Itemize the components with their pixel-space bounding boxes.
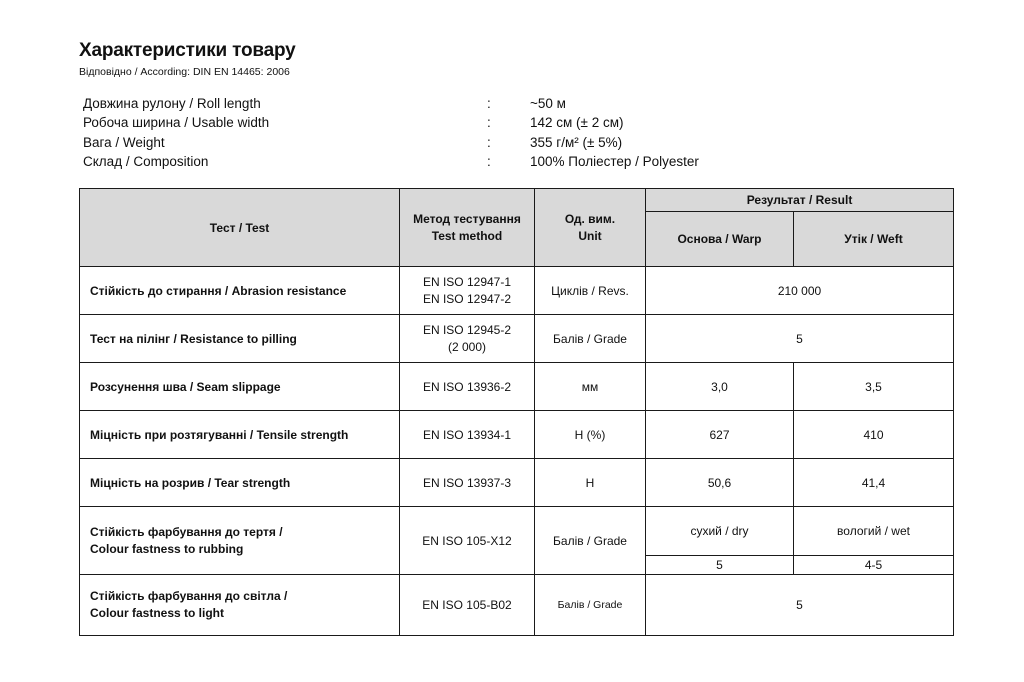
header-unit <box>535 189 646 267</box>
header-warp: Основа / Warp <box>646 212 794 267</box>
test-method <box>400 315 535 363</box>
test-name: Тест на пілінг / Resistance to pilling <box>80 315 400 363</box>
test-name: Міцність при розтягуванні / Tensile strength <box>80 411 400 459</box>
test-name: Стійкість до стирання / Abrasion resistance <box>80 267 400 315</box>
spec-label: Склад / Composition <box>83 153 209 169</box>
test-name: Міцність на розрив / Tear strength <box>80 459 400 507</box>
test-result: 5 <box>646 315 954 363</box>
header-test: Тест / Test <box>80 189 400 267</box>
table-row <box>80 507 954 556</box>
specs-list <box>83 94 783 171</box>
test-unit: Балів / Grade <box>535 575 646 636</box>
test-unit: мм <box>535 363 646 411</box>
test-name-en: Colour fastness to light <box>90 606 225 620</box>
table-row <box>80 411 954 459</box>
spec-label: Робоча ширина / Usable width <box>83 115 270 131</box>
test-method: EN ISO 105-B02 <box>400 575 535 636</box>
test-result: 210 000 <box>646 267 954 315</box>
test-method: EN ISO 13936-2 <box>400 363 535 411</box>
table-row <box>80 363 954 411</box>
result-warp: 627 <box>646 411 794 459</box>
result-warp: 3,0 <box>646 363 794 411</box>
header-method-ua: Метод тестування <box>413 211 521 226</box>
method-line: EN ISO 12947-1 <box>422 274 512 289</box>
result-weft: 410 <box>794 411 954 459</box>
test-unit: Балів / Grade <box>535 507 646 575</box>
result-weft: 41,4 <box>794 459 954 507</box>
spec-value: 100% Поліестер / Polyester <box>530 153 699 169</box>
table-row <box>80 315 954 363</box>
test-unit: Циклів / Revs. <box>535 267 646 315</box>
spec-value: 355 г/м² (± 5%) <box>530 134 623 150</box>
test-name-en: Colour fastness to rubbing <box>90 541 244 556</box>
result-dry-label: сухий / dry <box>646 507 794 556</box>
result-dry-value: 5 <box>646 556 794 575</box>
spec-colon: : <box>487 153 491 169</box>
spec-colon: : <box>487 134 491 150</box>
spec-row-usable-width <box>83 113 783 132</box>
spec-label: Довжина рулону / Roll length <box>83 96 261 111</box>
table-row <box>80 459 954 507</box>
result-weft: 3,5 <box>794 363 954 411</box>
test-unit: Н <box>535 459 646 507</box>
test-unit: Балів / Grade <box>535 315 646 363</box>
result-warp: 50,6 <box>646 459 794 507</box>
standard-subtitle: Відповідно / According: DIN EN 14465: 2006 <box>79 66 290 78</box>
spec-row-roll-length <box>83 94 783 113</box>
test-name <box>80 575 400 636</box>
header-unit-ua: Од. вим. <box>564 211 616 226</box>
spec-value: ~50 м <box>530 96 566 111</box>
method-line: EN ISO 12945-2 <box>422 322 512 337</box>
header-method <box>400 189 535 267</box>
header-weft: Утік / Weft <box>794 212 954 267</box>
header-unit-en: Unit <box>578 228 602 243</box>
test-method: EN ISO 13937-3 <box>400 459 535 507</box>
test-result: 5 <box>646 575 954 636</box>
test-name-ua: Стійкість фарбування до світла / <box>90 589 288 603</box>
spec-colon: : <box>487 115 491 131</box>
table-row <box>80 267 954 315</box>
spec-colon: : <box>487 96 491 111</box>
result-wet-value: 4-5 <box>794 556 954 575</box>
test-method: EN ISO 105-X12 <box>400 507 535 575</box>
table-header <box>80 189 954 267</box>
method-line: EN ISO 12947-2 <box>422 291 512 306</box>
test-name: Розсунення шва / Seam slippage <box>80 363 400 411</box>
header-result: Результат / Result <box>646 189 954 212</box>
method-line: (2 000) <box>447 339 487 354</box>
spec-row-weight <box>83 133 783 152</box>
spec-label: Вага / Weight <box>83 134 165 150</box>
result-wet-label: вологий / wet <box>794 507 954 556</box>
page-title: Характеристики товару <box>79 40 296 61</box>
test-name <box>80 507 400 575</box>
test-method <box>400 267 535 315</box>
header-method-en: Test method <box>431 228 503 243</box>
test-method: EN ISO 13934-1 <box>400 411 535 459</box>
test-unit: Н (%) <box>535 411 646 459</box>
spec-value: 142 см (± 2 см) <box>530 115 624 131</box>
test-name-ua: Стійкість фарбування до тертя / <box>90 524 283 539</box>
table-row <box>80 575 954 636</box>
results-table <box>79 188 954 636</box>
spec-row-composition <box>83 152 783 171</box>
